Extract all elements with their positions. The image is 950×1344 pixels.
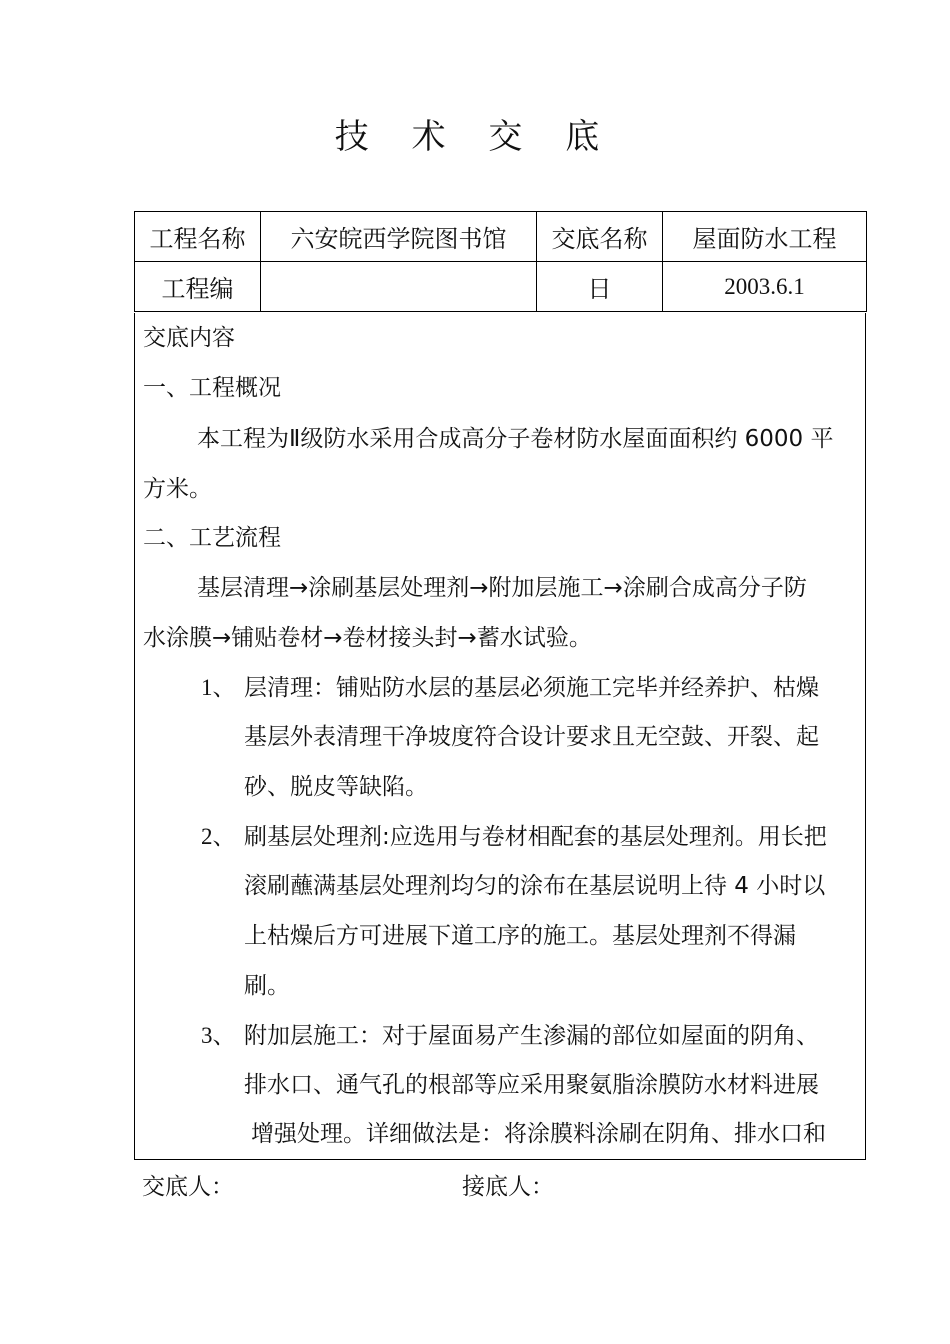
overview-text-line: 方米。 bbox=[143, 476, 212, 502]
project-info-table bbox=[134, 211, 867, 312]
item-text-line: 砂、脱皮等缺陷。 bbox=[244, 774, 428, 800]
item-text-line: 刷基层处理剂:应选用与卷材相配套的基层处理剂。用长把 bbox=[244, 824, 827, 850]
receiver-signature-label: 接底人： bbox=[462, 1174, 554, 1200]
table-row bbox=[135, 262, 867, 312]
item-text-line: 刷。 bbox=[244, 973, 290, 999]
item-text-line: 上枯燥后方可进展下道工序的施工。基层处理剂不得漏 bbox=[244, 923, 796, 949]
process-flow-line: 基层清理→涂刷基层处理剂→附加层施工→涂刷合成高分子防 bbox=[197, 575, 807, 601]
section-title-process: 二、工艺流程 bbox=[143, 525, 281, 551]
table-row bbox=[135, 212, 867, 262]
project-name-value: 六安皖西学院图书馆 bbox=[261, 212, 537, 262]
discloser-signature-label: 交底人： bbox=[142, 1174, 234, 1200]
item-text-line: 附加层施工：对于屋面易产生渗漏的部位如屋面的阴角、 bbox=[244, 1023, 819, 1049]
date-value: 2003.6.1 bbox=[663, 262, 867, 312]
item-text-line: 增强处理。详细做法是：将涂膜料涂刷在阴角、排水口和 bbox=[251, 1121, 826, 1147]
overview-text-line: 本工程为Ⅱ级防水采用合成高分子卷材防水屋面面积约 6000 平 bbox=[197, 426, 834, 452]
section-title-overview: 一、工程概况 bbox=[143, 375, 281, 401]
item-number: 1、 bbox=[201, 675, 236, 700]
project-name-label: 工程名称 bbox=[135, 212, 261, 262]
item-number: 3、 bbox=[201, 1023, 236, 1048]
item-text-line: 层清理：铺贴防水层的基层必须施工完毕并经养护、枯燥 bbox=[244, 675, 819, 701]
disclosure-content bbox=[134, 313, 866, 1160]
disclosure-name-label: 交底名称 bbox=[537, 212, 663, 262]
item-text-line: 滚刷蘸满基层处理剂均匀的涂布在基层说明上待 4 小时以 bbox=[244, 873, 826, 899]
item-number: 2、 bbox=[201, 824, 236, 849]
document-title: 技 术 交 底 bbox=[334, 117, 616, 157]
project-no-value bbox=[261, 262, 537, 312]
date-label: 日 bbox=[537, 262, 663, 312]
item-text-line: 排水口、通气孔的根部等应采用聚氨脂涂膜防水材料进展 bbox=[244, 1072, 819, 1098]
project-no-label: 工程编 bbox=[135, 262, 261, 312]
process-flow-line: 水涂膜→铺贴卷材→卷材接头封→蓄水试验。 bbox=[143, 625, 592, 651]
disclosure-name-value: 屋面防水工程 bbox=[663, 212, 867, 262]
item-text-line: 基层外表清理干净坡度符合设计要求且无空鼓、开裂、起 bbox=[244, 724, 819, 750]
content-heading: 交底内容 bbox=[143, 325, 235, 351]
